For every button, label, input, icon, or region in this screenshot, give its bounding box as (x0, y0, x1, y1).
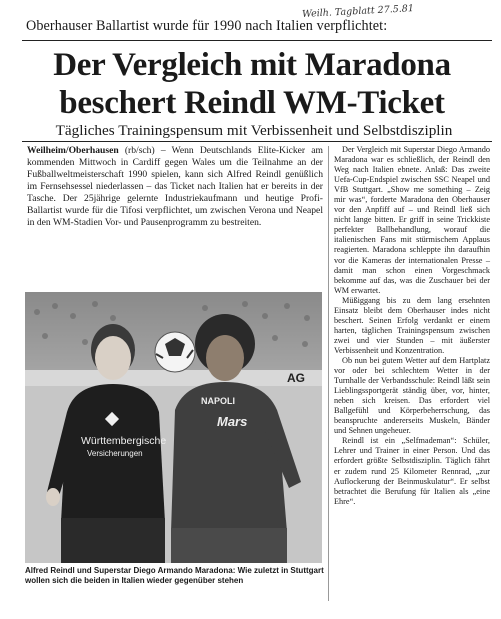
jersey-sponsor-right: Mars (217, 414, 248, 429)
kicker-line: Oberhauser Ballartist wurde für 1990 nach Italien verpflichtet: (26, 18, 388, 34)
subheadline: Tägliches Trainingspensum mit Verbissenheit und Selbstdisziplin (55, 122, 453, 139)
column-divider (328, 146, 329, 601)
headline-line-2: beschert Reindl WM-Ticket (59, 85, 445, 121)
headline (10, 46, 494, 122)
divider-rule (22, 141, 492, 142)
news-photo (25, 292, 322, 563)
divider-rule (22, 40, 492, 41)
lead-text: (rb/sch) – Wenn Deutschlands Elite-Kicker am kommenden Mittwoch in Cardiff gegen Wales um die Teilnahme an der Fußballweltmeisterschaft 1990 spielen, kann sich Alfred Reindl genüßlich im Fernsehsessel niederlassen – das Ticket nach Italien hat er bereits in der Tasche. Der 25jährige gelernte Industriekaufmann und heutige Profi-Ballartist wurde für die Tifosi verpflichtet, um zwischen Verona und Neapel in den WM-Stadien Vor- und Pausenprogramm zu bestreiten. (27, 145, 323, 229)
body-paragraph: Ob nun bei gutem Wetter auf dem Hartplatz vor oder bei schlechtem Wetter in der Turnhalle der Verbandsschule: Reindl läßt sein Lieblingssportgerät ständig über, vor, hinter, neben sich kreisen. Das erfordert viel Ballgefühl und Körperbeherrschung, das beanspruchte andererseits Muskeln, Bänder und Sehnen ungeheuer. (334, 355, 490, 436)
lead-paragraph (27, 145, 323, 229)
photo-caption: Alfred Reindl und Superstar Diego Armando Maradona: Wie zuletzt in Stuttgart wollen sich die beiden in Italien wieder gegenüber stehen (25, 566, 324, 585)
banner-text: AG (287, 371, 305, 385)
dateline: Weilheim/Oberhausen (27, 145, 119, 156)
jersey-sponsor-left (81, 435, 166, 447)
svg-text:Versicherungen: Versicherungen (87, 449, 143, 458)
handwritten-source-note: Weilh. Tagblatt 27.5.81 (301, 3, 415, 20)
jersey-brand: NAPOLI (201, 396, 236, 406)
football (155, 332, 195, 372)
body-paragraph: Der Vergleich mit Superstar Diego Armando Maradona war es schließlich, der Reindl den Weg nach Italien ebnete. Anlaß: Das zweite Uefa-Cup-Endspiel zwischen SSC Neapel und VfB Stuttgart. „Show me something – Zeig mir was“, forderte Maradona den Oberhauser vor den Anpfiff auf – und Reindl ließ sich nicht lange bitten. Er griff in seine Trickkiste perfekter Ballbehandlung, worauf die italienischen Fans mit stürmischem Applaus reagierten. Maradona schleppte ihn daraufhin vor die Kameras der internationalen Presse – damit man schon einen Vorgeschmack bekomme auf das, was die Zuschauer bei der WM erwartet. (334, 145, 490, 295)
headline-line-1: Der Vergleich mit Maradona (53, 47, 451, 83)
jersey-sponsor-left-line: Württembergische (81, 435, 167, 447)
article-body-column (334, 145, 490, 507)
body-paragraph: Reindl ist ein „Selfmademan“: Schüler, Lehrer und Trainer in einer Person. Und das erfordert größte Selbstdisziplin. Täglich fährt er zudem rund 25 Kilometer Rennrad, „zur Auflockerung der Beinmuskulatur“. Er selbst betrachtet die Berufung für Italien als „eine Ehre“. (334, 436, 490, 506)
body-paragraph: Müßiggang bis zu dem lang ersehnten Einsatz bleibt dem Oberhauser indes nicht beschert. Seinen Erfolg verdankt er einem harten, täglichen Trainingspensum zwischen zwei und vier Stunden – mit äußerster Verbissenheit und Konzentration. (334, 295, 490, 355)
photo-illustration (25, 292, 322, 563)
